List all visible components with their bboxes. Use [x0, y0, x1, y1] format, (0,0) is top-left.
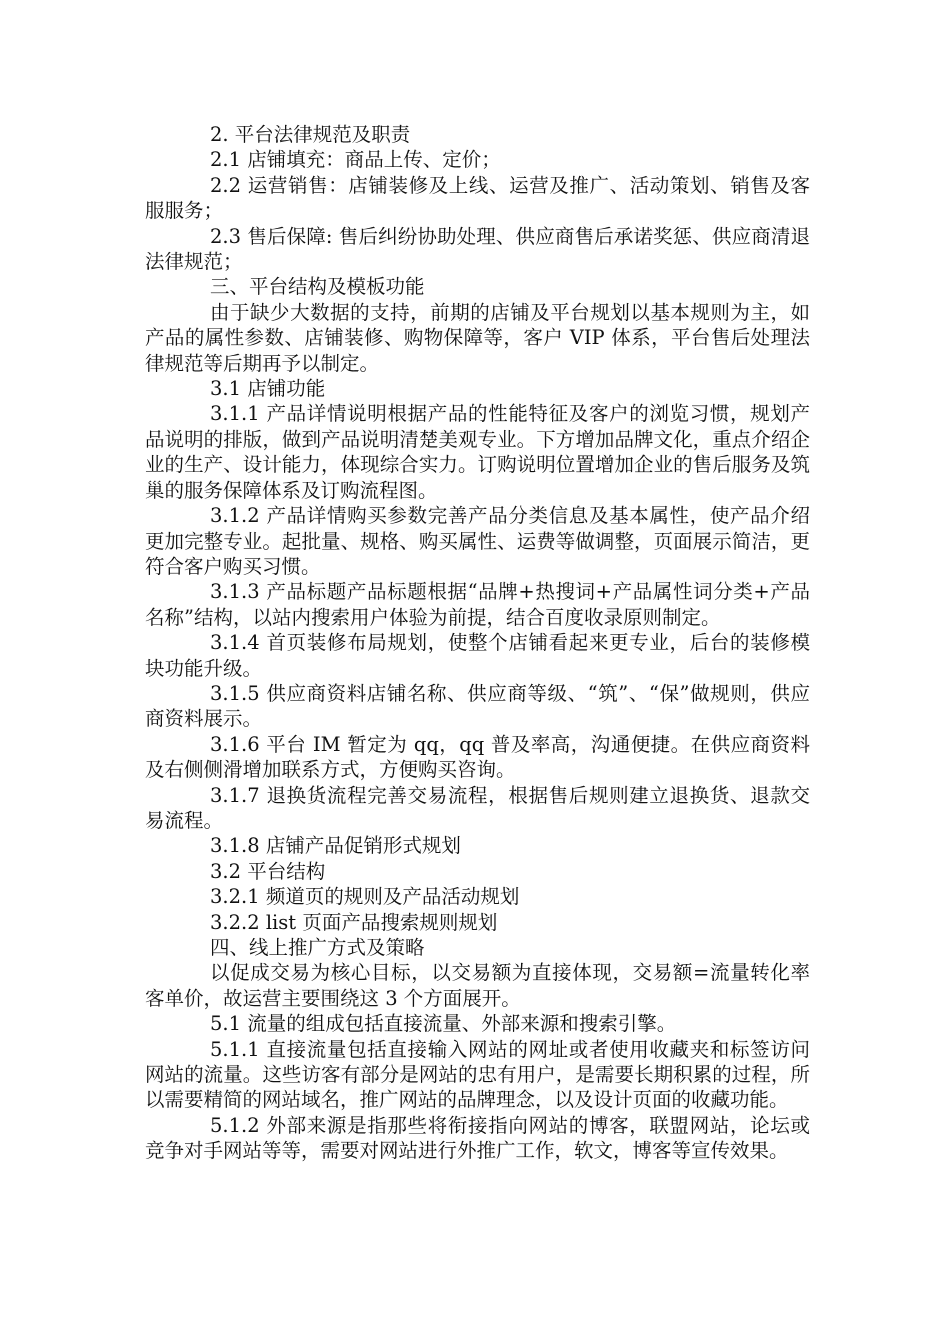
paragraph: 3.2.1 频道页的规则及产品活动规划: [210, 885, 520, 909]
section-heading: 三、平台结构及模板功能: [210, 275, 425, 299]
paragraph: 3.1.7 退换货流程完善交易流程，根据售后规则建立退换货、退款交易流程。: [145, 783, 810, 832]
section-heading: 3.2 平台结构: [210, 859, 326, 883]
paragraph: 以促成交易为核心目标，以交易额为直接体现，交易额=流量转化率客单价，故运营主要围绕这 3 个方面展开。: [145, 961, 810, 1010]
paragraph: 3.1.3 产品标题产品标题根据“品牌+热搜词+产品属性词分类+产品名称”结构，以站内搜索用户体验为前提，结合百度收录原则制定。: [145, 580, 810, 629]
paragraph: 3.1.5 供应商资料店铺名称、供应商等级、“筑”、“保”做规则，供应商资料展示。: [145, 681, 810, 731]
paragraph: 2.2 运营销售：店铺装修及上线、运营及推广、活动策划、销售及客服服务；: [145, 173, 810, 223]
paragraph: 5.1.1 直接流量包括直接输入网站的网址或者使用收藏夹和标签访问网站的流量。这些访客有部分是网站的忠有用户，是需要长期积累的过程，所以需要精简的网站域名，推广网站的品牌理念，以及设计页面的收藏功能。: [145, 1037, 810, 1112]
paragraph: 3.1.4 首页装修布局规划，使整个店铺看起来更专业，后台的装修模块功能升级。: [145, 631, 810, 680]
section-heading: 四、线上推广方式及策略: [210, 936, 425, 959]
section-heading: 2. 平台法律规范及职责: [210, 123, 411, 146]
paragraph: 3.1.6 平台 IM 暂定为 qq，qq 普及率高，沟通便捷。在供应商资料及右侧侧滑增加联系方式，方便购买咨询。: [145, 732, 810, 782]
paragraph: 3.1.8 店铺产品促销形式规划: [210, 834, 461, 858]
paragraph: 3.1.2 产品详情购买参数完善产品分类信息及基本属性，使产品介绍更加完整专业。起批量、规格、购买属性、运费等做调整，页面展示简洁，更符合客户购买习惯。: [145, 504, 810, 578]
paragraph: 3.1.1 产品详情说明根据产品的性能特征及客户的浏览习惯，规划产品说明的排版，做到产品说明清楚美观专业。下方增加品牌文化，重点介绍企业的生产、设计能力，体现综合实力。订购说明位置增加企业的售后服务及筑巢的服务保障体系及订购流程图。: [145, 402, 810, 502]
paragraph: 5.1.2 外部来源是指那些将衔接指向网站的博客，联盟网站，论坛或竞争对手网站等等，需要对网站进行外推广工作，软文，博客等宣传效果。: [145, 1113, 810, 1163]
section-heading: 3.1 店铺功能: [210, 377, 326, 401]
paragraph: 5.1 流量的组成包括直接流量、外部来源和搜索引擎。: [210, 1012, 677, 1036]
paragraph: 3.2.2 list 页面产品搜索规则规划: [210, 910, 498, 934]
paragraph: 2.1 店铺填充：商品上传、定价；: [210, 148, 501, 172]
paragraph: 由于缺少大数据的支持，前期的店铺及平台规划以基本规则为主，如产品的属性参数、店铺装修、购物保障等，客户 VIP 体系，平台售后处理法律规范等后期再予以制定。: [145, 300, 810, 375]
paragraph: 2.3 售后保障: 售后纠纷协助处理、供应商售后承诺奖惩、供应商清退法律规范；: [145, 224, 810, 274]
document-body: [145, 122, 810, 1164]
